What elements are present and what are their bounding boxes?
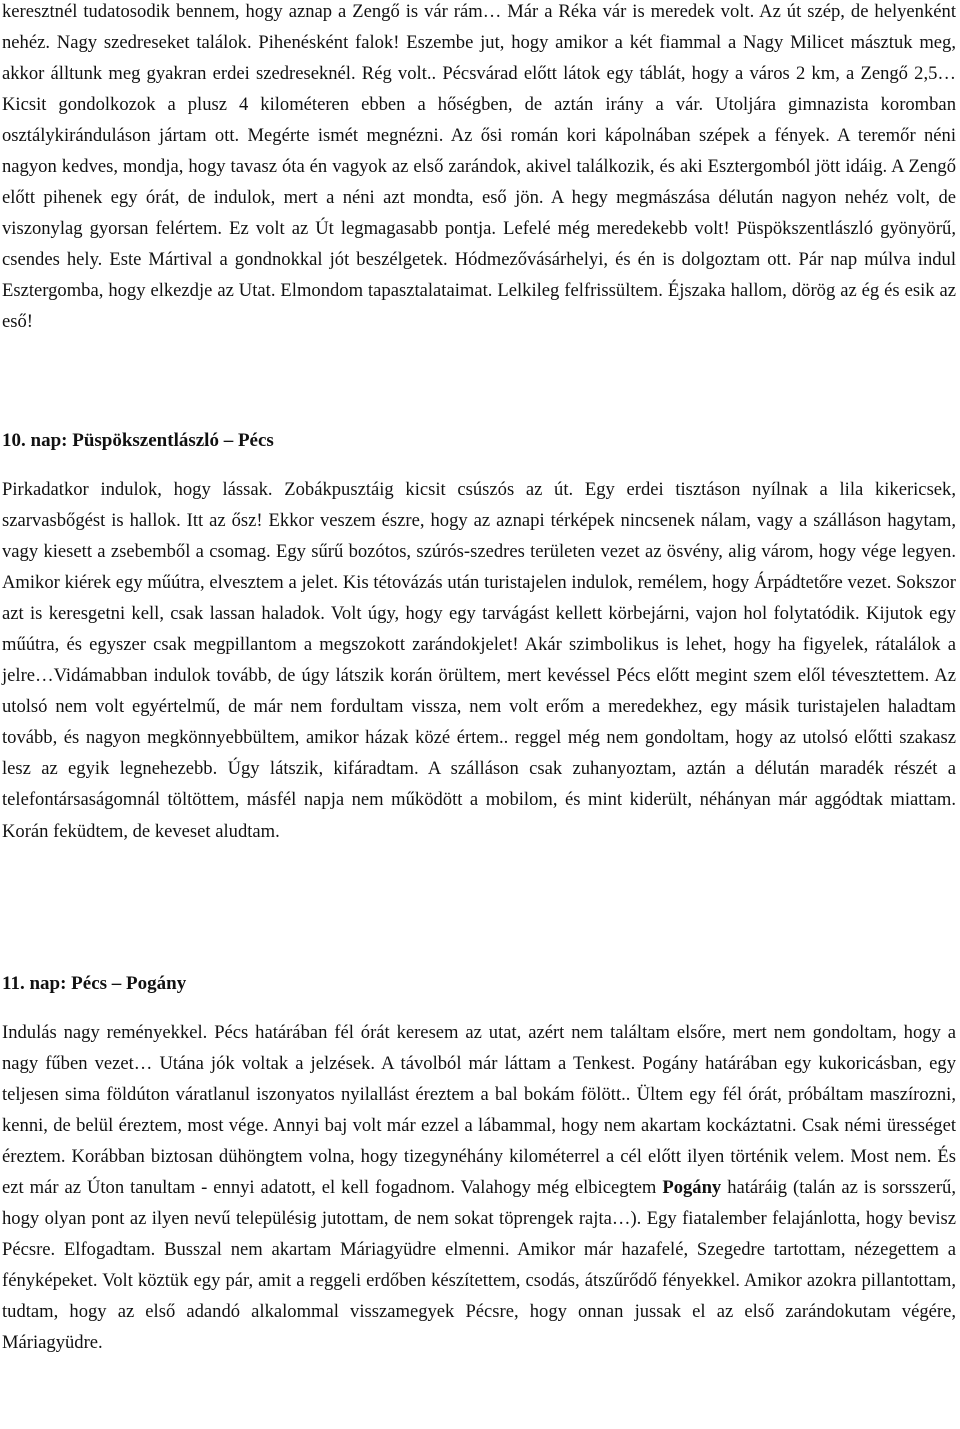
day-11-heading: 11. nap: Pécs – Pogány — [2, 973, 187, 994]
day-10-paragraph: Pirkadatkor indulok, hogy lássak. Zobákpusztáig kicsit csúszós az út. Egy erdei tisztáson nyílnak a lila kikericsek, szarvasbőgést is hallok. Itt az ősz! Ekkor veszem észre, hogy az aznapi térképek nincsenek nálam, vagy a szálláson hagytam, vagy kiesett a zsebemből a csomag. Egy sűrű bozótos, szúrós-szedres területen vezet az ösvény, alig várom, hogy vége legyen. Amikor kiérek egy műútra, elvesztem a jelet. Kis tétovázás után turistajelen indulok, remélem, hogy Árpádtetőre vezet. Sokszor azt is keresgetni kell, csak lassan haladok. Volt úgy, hogy egy tarvágást kellett körbejárni, vajon hol folytatódik. Kijutok egy műútra, és egyszer csak megpillantom a megszokott zarándokjelet! Akár szimbolikus is lehet, hogy ha figyelek, rátalálok a jelre…Vidámabban indulok tovább, de úgy látszik korán örültem, mert kevéssel Pécs előtt megint szem elől tévesztettem. Az utolsó nem volt egyértelmű, de már nem fordultam vissza, nem volt erőm a meredekhez, egy másik turistajelen haladtam tovább, és nagyon megkönnyebbültem, amikor házak közé értem.. reggel még nem gondoltam, hogy az utolsó előtti szakasz lesz az egyik legnehezebb. Úgy látszik, kifáradtam. A szálláson csak zuhanyoztam, aztán a délután maradék részét a telefontársaságomnál töltöttem, másfél napja nem működött a mobilom, és mint kiderült, néhányan már aggódtak miattam. Korán feküdtem, de keveset aludtam. — [2, 479, 956, 842]
intro-paragraph: keresztnél tudatosodik bennem, hogy aznap a Zengő is vár rám… Már a Réka vár is meredek volt. Az út szép, de helyenként nehéz. Nagy szedreseket találok. Pihenésként falok! Eszembe jut, hogy amikor a két fiammal a Nagy Milicet másztuk meg, akkor álltunk meg gyakran erdei szedreseknél. Rég volt.. Pécsvárad előtt látok egy táblát, hogy a város 2 km, a Zengő 2,5… Kicsit gondolkozok a plusz 4 kilométeren ebben a hőségben, de aztán irány a vár. Utoljára gimnazista koromban osztálykiránduláson jártam ott. Megérte ismét megnézni. Az ősi román kori kápolnában szépek a fények. A teremőr néni nagyon kedves, mondja, hogy tavasz óta én vagyok az első zarándok, akivel találkozik, és aki Esztergomból jött idáig. A Zengő előtt pihenek egy órát, de indulok, mert a néni azt mondta, eső jön. A hegy megmászása délután nagyon nehéz volt, de viszonylag gyorsan felértem. Ez volt az Út legmagasabb pontja. Lefelé még meredekebb volt! Püspökszentlászló gyönyörű, csendes hely. Este Mártival a gondnokkal jót beszélgetek. Hódmezővásárhelyi, és én is dolgoztam ott. Pár nap múlva indul Esztergomba, hogy elkezdje az Utat. Elmondom tapasztalataimat. Lelkileg felfrissültem. Éjszaka hallom, dörög az ég és esik az eső! — [2, 1, 956, 333]
day-11-paragraph — [2, 1017, 956, 1359]
day-11-text-after-bold: határáig (talán az is sorsszerű, hogy olyan pont az ilyen nevű településig jutottam, de nem sokat töprengek rajta…). Egy fiatalember felajánlotta, hogy bevisz Pécsre. Elfogadtam. Busszal nem akartam Máriagyüdre elmenni. Amikor már hazafelé, Szegedre tartottam, nézegettem a fényképeket. Volt köztük egy pár, amit a reggeli erdőben készítettem, csodás, átszűrődő fényekkel. Amikor azokra pillantottam, tudtam, hogy az első adandó alkalommal visszamegyek Pécsre, hogy onnan jussak el az első zarándokutam végére, Máriagyüdre. — [2, 1177, 956, 1354]
day-10-heading: 10. nap: Püspökszentlászló – Pécs — [2, 430, 274, 451]
day-11-text-before-bold: Indulás nagy reményekkel. Pécs határában fél órát keresem az utat, azért nem találtam elsőre, mert nem gondoltam, hogy a nagy fűben vezet… Utána jók voltak a jelzések. A távolból már láttam a Tenkest. Pogány határában egy kukoricásban, egy teljesen sima földúton váratlanul iszonyatos nyilallást éreztem a bal bokám fölött.. Ültem egy fél órát, próbáltam maszírozni, kenni, de belül éreztem, most vége. Annyi baj volt már ezzel a lábammal, hogy nem akartam kockáztatni. Csak némi ürességet éreztem. Korábban biztosan dühöngtem volna, hogy tizegynéhány kilométerrel a cél előtt ilyen történik velem. Most nem. És ezt már az Úton tanultam - ennyi adatott, el kell fogadnom. Valahogy még elbicegtem — [2, 1022, 956, 1199]
bold-place-name: Pogány — [662, 1177, 722, 1199]
